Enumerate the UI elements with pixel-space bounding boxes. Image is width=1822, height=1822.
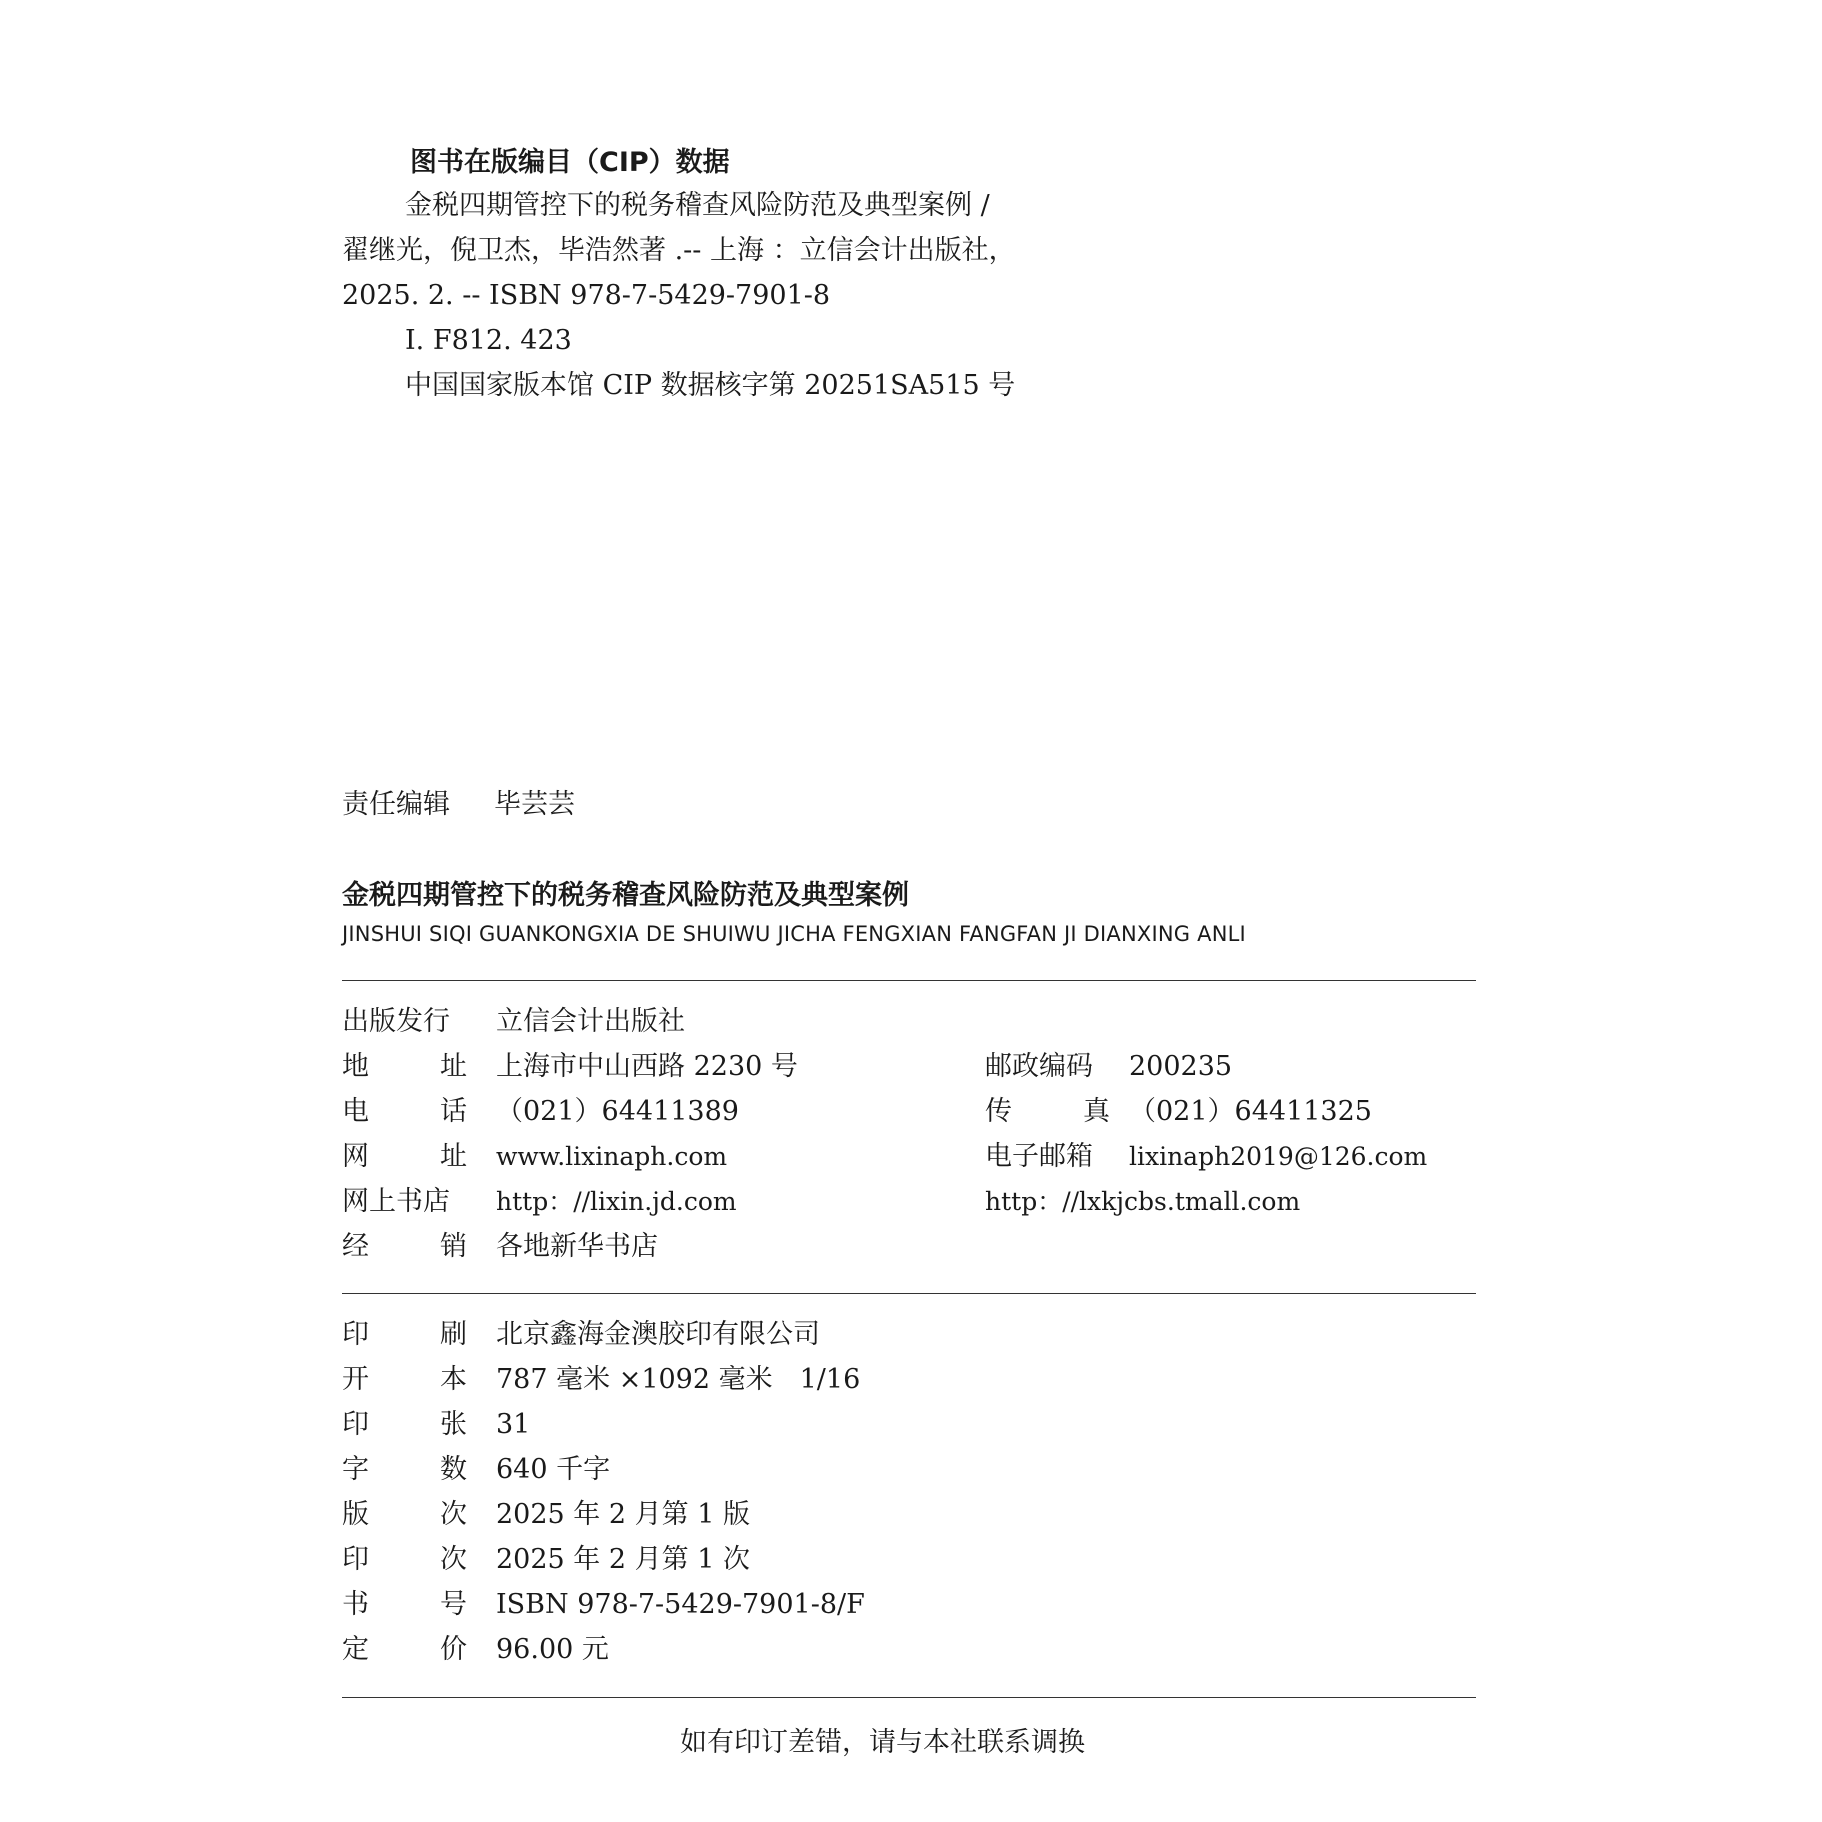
footer-note: 如有印订差错，请与本社联系调换 (680, 1727, 1085, 1758)
distribution-value: 各地新华书店 (496, 1231, 658, 1262)
publisher-label: 出版发行 (342, 1006, 450, 1037)
printer-label: 印 刷 (342, 1319, 467, 1350)
cip-class-line: Ⅰ. F812. 423 (405, 325, 572, 356)
format-row (342, 1362, 1042, 1398)
sheets-value: 31 (496, 1409, 531, 1440)
printer-row (342, 1317, 1042, 1353)
book-title: 金税四期管控下的税务稽查风险防范及典型案例 (342, 880, 909, 911)
fax-row (985, 1094, 1465, 1130)
postcode-value: 200235 (1129, 1051, 1233, 1082)
book-number-row (342, 1587, 1042, 1623)
online-store2-row (985, 1184, 1465, 1220)
website-label: 网 址 (342, 1141, 467, 1172)
editor-value: 毕芸芸 (494, 789, 575, 820)
online-store-label: 网上书店 (342, 1186, 450, 1217)
impression-value: 2025 年 2 月第 1 次 (496, 1544, 750, 1575)
cip-authors-line: 翟继光，倪卫杰，毕浩然著 .-- 上海 ：立信会计出版社， (342, 235, 1016, 266)
price-value: 96.00 元 (496, 1634, 609, 1665)
cip-isbn-line: 2025. 2. -- ISBN 978-7-5429-7901-8 (342, 280, 831, 311)
online-store2-value[interactable]: http：//lxkjcbs.tmall.com (985, 1187, 1301, 1216)
book-pinyin: JINSHUI SIQI GUANKONGXIA DE SHUIWU JICHA FENGXIAN FANGFAN JI DIANXING ANLI (342, 922, 1246, 946)
impression-label: 印 次 (342, 1544, 467, 1575)
email-label: 电子邮箱 (985, 1141, 1093, 1172)
format-value: 787 毫米 ×1092 毫米 1/16 (496, 1364, 861, 1395)
website-value[interactable]: www.lixinaph.com (496, 1142, 728, 1171)
editor-label: 责任编辑 (342, 789, 450, 820)
website-row (342, 1139, 902, 1175)
distribution-label: 经 销 (342, 1231, 467, 1262)
sheets-row (342, 1407, 1042, 1443)
divider-middle (342, 1293, 1476, 1294)
edition-label: 版 次 (342, 1499, 467, 1530)
words-value: 640 千字 (496, 1454, 611, 1485)
sheets-label: 印 张 (342, 1409, 467, 1440)
cip-verify-line: 中国国家版本馆 CIP 数据核字第 20251SA515 号 (405, 370, 1016, 401)
phone-row (342, 1094, 902, 1130)
address-row (342, 1049, 902, 1085)
divider-bottom (342, 1697, 1476, 1698)
address-value: 上海市中山西路 2230 号 (496, 1051, 798, 1082)
book-number-label: 书 号 (342, 1589, 467, 1620)
cip-heading: 图书在版编目（CIP）数据 (410, 147, 730, 178)
words-label: 字 数 (342, 1454, 467, 1485)
price-label: 定 价 (342, 1634, 467, 1665)
fax-label: 传 真 (985, 1096, 1110, 1127)
edition-value: 2025 年 2 月第 1 版 (496, 1499, 750, 1530)
fax-value: （021）64411325 (1129, 1096, 1372, 1127)
divider-top (342, 980, 1476, 981)
email-row (985, 1139, 1465, 1175)
price-row (342, 1632, 1042, 1668)
publisher-value: 立信会计出版社 (496, 1006, 685, 1037)
online-store-row (342, 1184, 902, 1220)
postcode-label: 邮政编码 (985, 1051, 1093, 1082)
impression-row (342, 1542, 1042, 1578)
phone-label: 电 话 (342, 1096, 467, 1127)
distribution-row (342, 1229, 902, 1265)
edition-row (342, 1497, 1042, 1533)
online-store-value[interactable]: http：//lixin.jd.com (496, 1187, 737, 1216)
words-row (342, 1452, 1042, 1488)
printer-value: 北京鑫海金澳胶印有限公司 (496, 1319, 820, 1350)
book-number-value: ISBN 978-7-5429-7901-8/F (496, 1589, 865, 1620)
cip-title-line: 金税四期管控下的税务稽查风险防范及典型案例 / (405, 190, 990, 221)
postcode-row (985, 1049, 1465, 1085)
publisher-row (342, 1004, 902, 1040)
format-label: 开 本 (342, 1364, 467, 1395)
phone-value: （021）64411389 (496, 1096, 739, 1127)
address-label: 地 址 (342, 1051, 467, 1082)
email-value[interactable]: lixinaph2019@126.com (1129, 1142, 1428, 1171)
